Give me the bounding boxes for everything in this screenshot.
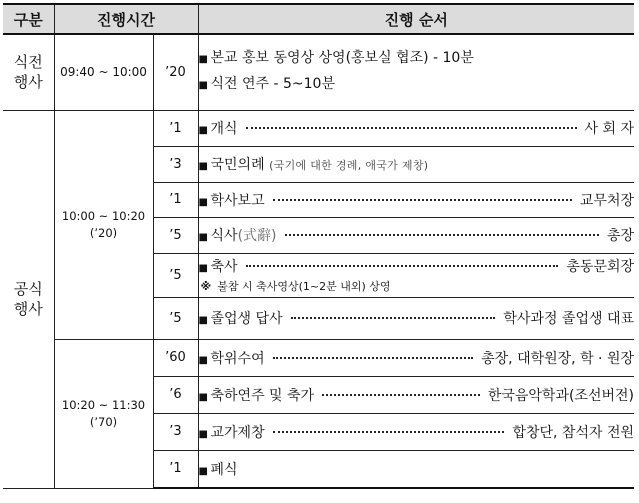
bullet-icon: ■	[198, 391, 208, 403]
list-item	[199, 46, 635, 72]
bullet-icon: ■	[198, 232, 208, 243]
list-item	[199, 190, 635, 210]
item-presenter: 한국음악학과(조선버전)	[487, 387, 634, 404]
note-mark-icon: ※	[200, 280, 212, 293]
list-item	[199, 308, 635, 328]
item-name-text: 국민의례	[210, 157, 265, 173]
list-item	[199, 118, 635, 138]
bullet-icon: ■	[198, 80, 208, 92]
dotted-leader	[273, 199, 572, 201]
bullet-icon: ■	[198, 196, 208, 208]
header-order: 진행 순서	[198, 4, 634, 34]
time-block-1-range: 10:00 ~ 10:20	[61, 208, 146, 223]
time-block-2-total: (’70)	[89, 414, 118, 429]
list-item	[199, 385, 635, 405]
order-cell	[198, 450, 634, 488]
time-block-2-range: 10:20 ~ 11:30	[61, 397, 146, 412]
item-note: (국기에 대한 경례, 애국가 제창)	[269, 159, 429, 172]
category-pre-label: 식전 행사	[13, 53, 43, 92]
list-item	[199, 348, 635, 368]
item-name: 졸업생 답사	[210, 311, 283, 327]
duration-cell: ’5	[153, 217, 198, 253]
item-name	[211, 154, 429, 174]
duration-cell: ’3	[153, 146, 198, 182]
list-item	[199, 256, 635, 276]
duration-cell: ’60	[153, 339, 198, 376]
dotted-leader	[291, 317, 496, 319]
order-cell	[198, 253, 634, 297]
bullet-icon: ■	[198, 263, 208, 274]
order-cell	[198, 413, 634, 450]
pre-item-1: 본교 홍보 동영상 상영(홍보실 협조) - 10분	[210, 50, 474, 67]
order-cell-pre	[198, 34, 634, 110]
duration-cell: ’6	[153, 376, 198, 413]
duration-cell: ’5	[153, 253, 198, 297]
item-name-text: 식사	[210, 228, 238, 244]
list-item	[199, 225, 635, 245]
dotted-leader	[246, 265, 559, 267]
header-time: 진행시간	[54, 4, 198, 34]
item-presenter: 총장	[606, 228, 634, 244]
time-block-1-total: (’20)	[89, 225, 118, 240]
item-presenter: 총장, 대학원장, 학 · 원장	[481, 350, 634, 367]
category-main	[3, 110, 54, 488]
dotted-leader	[273, 431, 505, 433]
item-name: 축사	[210, 259, 238, 275]
order-cell	[198, 297, 634, 339]
ceremony-schedule-table	[3, 3, 634, 489]
item-presenter: 합창단, 참석자 전원	[512, 424, 634, 441]
duration-cell: ’3	[153, 413, 198, 450]
time-block-2	[54, 339, 153, 488]
duration-pre: ’20	[153, 34, 198, 110]
item-presenter: 총동문회장	[566, 259, 634, 275]
bullet-icon: ■	[198, 315, 208, 326]
category-main-label: 공식 행사	[13, 280, 43, 318]
list-item	[199, 154, 635, 174]
dotted-leader	[246, 127, 577, 129]
dotted-leader	[285, 234, 599, 236]
bullet-icon: ■	[198, 354, 208, 366]
bullet-icon: ■	[198, 428, 208, 440]
duration-cell: ’1	[153, 450, 198, 488]
item-presenter: 학사과정 졸업생 대표	[503, 311, 634, 327]
table-row	[3, 34, 634, 110]
bullet-icon: ■	[198, 125, 208, 136]
duration-cell: ’5	[153, 297, 198, 339]
bullet-icon: ■	[198, 54, 208, 66]
order-cell	[198, 339, 634, 376]
item-name	[211, 225, 277, 245]
item-subnote-text: 불참 시 축사영상(1~2분 내외) 상영	[217, 280, 391, 293]
pre-item-2: 식전 연주 - 5~10분	[210, 76, 335, 93]
duration-cell: ’1	[153, 110, 198, 146]
dotted-leader	[273, 357, 474, 359]
item-presenter: 사 회 자	[584, 121, 634, 137]
item-name: 학위수여	[210, 350, 265, 367]
list-item	[199, 72, 635, 98]
item-name: 개식	[210, 121, 238, 137]
table-row	[3, 110, 634, 146]
bullet-icon: ■	[198, 161, 208, 172]
item-subnote	[201, 278, 635, 294]
table-header-row	[3, 4, 634, 34]
order-cell	[198, 146, 634, 182]
item-name: 교가제창	[210, 424, 265, 441]
time-pre: 09:40 ~ 10:00	[54, 34, 153, 110]
dotted-leader	[322, 394, 480, 396]
order-cell	[198, 376, 634, 413]
list-item	[199, 459, 635, 479]
order-cell	[198, 110, 634, 146]
item-presenter: 교무처장	[579, 192, 634, 209]
item-name: 학사보고	[210, 192, 265, 209]
time-block-1	[54, 110, 153, 339]
list-item	[199, 422, 635, 442]
item-name: 폐식	[210, 461, 238, 478]
category-pre	[3, 34, 54, 110]
bullet-icon: ■	[198, 465, 208, 477]
item-name: 축하연주 및 축가	[210, 387, 315, 404]
order-cell	[198, 217, 634, 253]
duration-cell: ’1	[153, 182, 198, 217]
header-category: 구분	[3, 4, 54, 34]
order-cell	[198, 182, 634, 217]
table-row	[3, 339, 634, 376]
item-hanja: (式辭)	[237, 228, 277, 244]
